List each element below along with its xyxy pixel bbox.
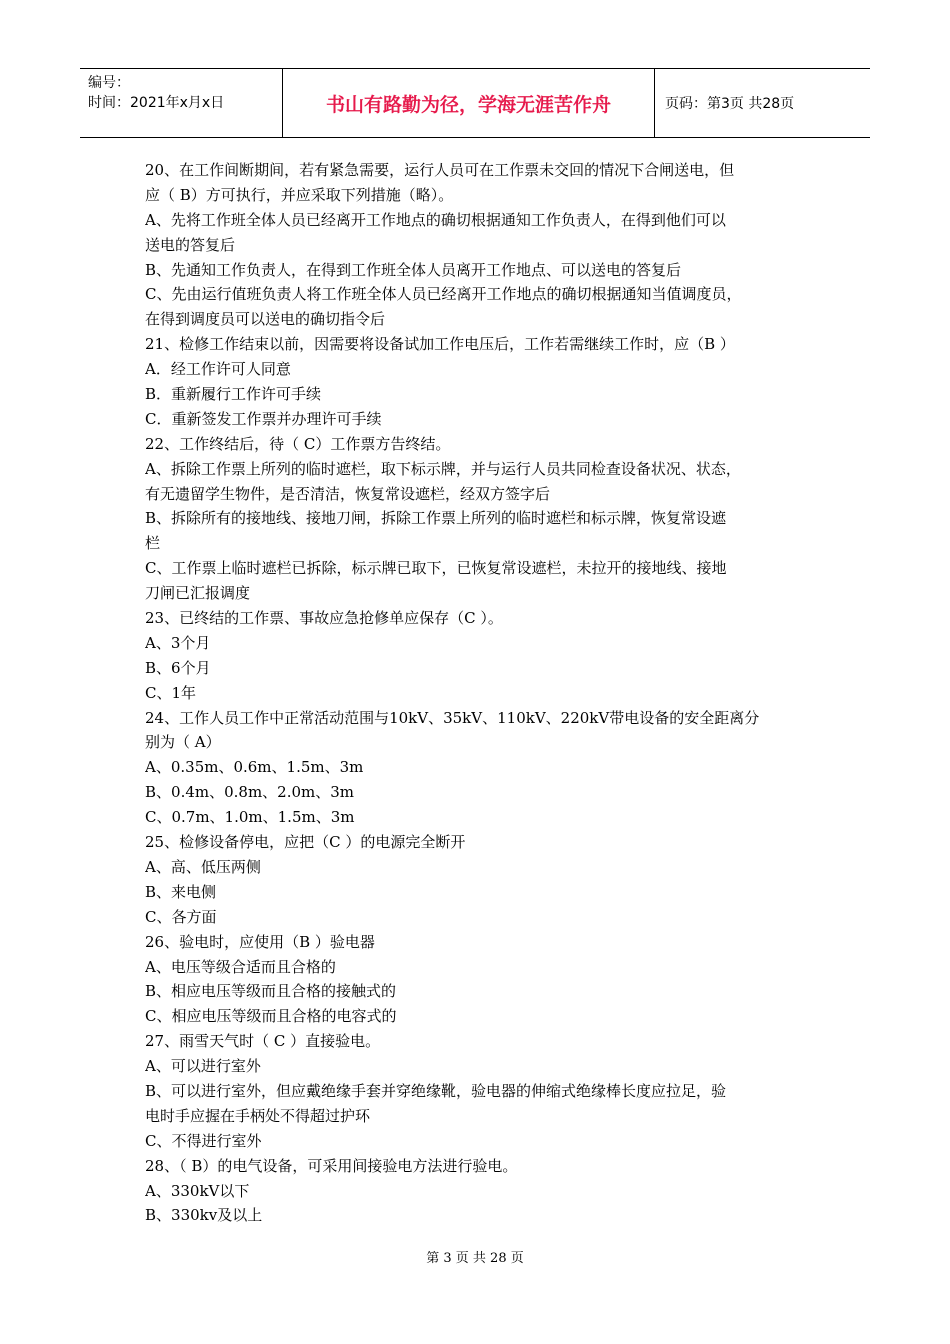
text-line: B、相应电压等级而且合格的接触式的 [145,982,397,1001]
text-line: 在得到调度员可以送电的确切指令后 [145,310,386,329]
text-line: C．重新签发工作票并办理许可手续 [145,409,382,428]
document-date: 时间：2021年x月x日 [88,95,225,111]
text-line: B、先通知工作负责人，在得到工作班全体人员离开工作地点、可以送电的答复后 [145,260,682,279]
header-meta [80,69,283,137]
text-line: 26、验电时，应使用（B ）验电器 [145,932,375,951]
text-line: C、0.7m、1.0m、1.5m、3m [145,808,355,827]
text-line: B．重新履行工作许可手续 [145,385,322,404]
header-page-number: 页码：第3页 共28页 [665,96,795,112]
text-line: A、3个月 [145,633,211,652]
text-line: 刀闸已汇报调度 [145,584,251,603]
text-line: 应（ B）方可执行，并应采取下列措施（略）。 [145,185,454,204]
text-line: B、0.4m、0.8m、2.0m、3m [145,783,355,802]
text-line: 电时手应握在手柄处不得超过护环 [145,1106,371,1125]
text-line: 有无遗留学生物件，是否清洁，恢复常设遮栏，经双方签字后 [145,484,551,503]
text-line: A、330kV以下 [145,1181,250,1200]
text-line: 送电的答复后 [145,235,236,254]
text-line: A、电压等级合适而且合格的 [145,957,336,976]
text-line: C、不得进行室外 [145,1131,262,1150]
text-line: 22、工作终结后，待（ C）工作票方告终结。 [145,434,451,453]
text-line: B、来电侧 [145,882,217,901]
text-line: C、各方面 [145,907,217,926]
text-line: 24、工作人员工作中正常活动范围与10kV、35kV、110kV、220kV带电设备的安全距离分 [145,708,760,727]
text-line: C、先由运行值班负责人将工作班全体人员已经离开工作地点的确切根据通知当值调度员， [145,285,742,304]
text-line: A、高、低压两侧 [145,857,261,876]
text-line: A、拆除工作票上所列的临时遮栏，取下标示牌，并与运行人员共同检查设备状况、状态， [145,459,741,478]
text-line: A、0.35m、0.6m、1.5m、3m [145,758,364,777]
header-motto: 书山有路勤为径，学海无涯苦作舟 [283,69,655,137]
text-line: 27、雨雪天气时（ C ）直接验电。 [145,1032,381,1051]
text-line: A、可以进行室外 [145,1057,261,1076]
text-line: A、先将工作班全体人员已经离开工作地点的确切根据通知工作负责人，在得到他们可以 [145,210,726,229]
text-line: B、拆除所有的接地线、接地刀闸，拆除工作票上所列的临时遮栏和标示牌，恢复常设遮 [145,509,727,528]
document-number: 编号： [88,75,130,91]
text-line: B、可以进行室外，但应戴绝缘手套并穿绝缘靴，验电器的伸缩式绝缘棒长度应拉足，验 [145,1081,727,1100]
document-body [145,158,817,1228]
text-line: C、工作票上临时遮栏已拆除，标示牌已取下，已恢复常设遮栏，未拉开的接地线、接地 [145,559,727,578]
text-line: 别为（ A） [145,733,221,752]
text-line: 28、（ B）的电气设备，可采用间接验电方法进行验电。 [145,1156,518,1175]
text-line: 21、检修工作结束以前，因需要将设备试加工作电压后，工作若需继续工作时，应（B ） [145,335,735,354]
text-line: C、1年 [145,683,197,702]
text-line: C、相应电压等级而且合格的电容式的 [145,1007,397,1026]
text-line: 栏 [145,534,161,553]
text-line: 25、检修设备停电，应把（C ）的电源完全断开 [145,833,466,852]
text-line: 23、已终结的工作票、事故应急抢修单应保存（C ）。 [145,609,503,628]
text-line: A．经工作许可人同意 [145,360,291,379]
page-header [80,68,870,138]
page-footer: 第 3 页 共 28 页 [426,1251,524,1266]
text-line: 20、在工作间断期间，若有紧急需要，运行人员可在工作票未交回的情况下合闸送电，但 [145,161,735,179]
text-line: B、6个月 [145,658,211,677]
text-line: B、330kv及以上 [145,1206,263,1225]
